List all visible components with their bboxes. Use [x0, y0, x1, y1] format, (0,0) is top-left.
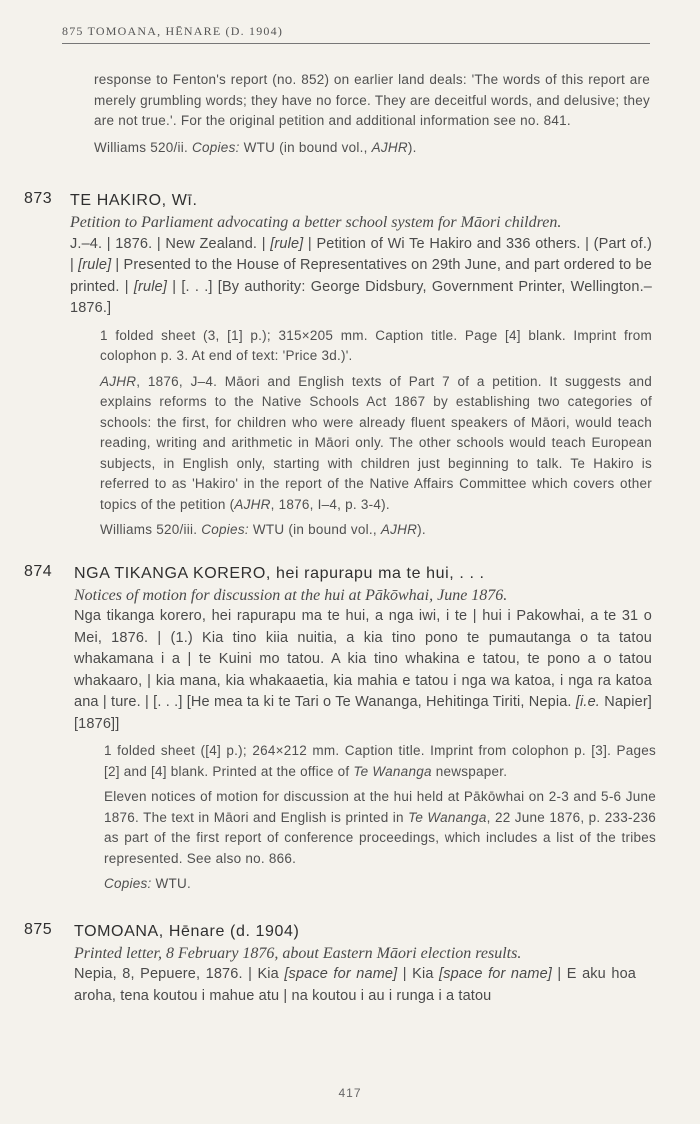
transcription-text: Nepia, 8, Pepuere, 1876. | Kia — [74, 966, 285, 982]
entry-notes — [104, 741, 656, 895]
entry-transcription — [70, 234, 652, 320]
entry-874 — [0, 563, 700, 895]
physical-description: 1 folded sheet (3, [1] p.); 315×205 mm. Caption title. Page [4] blank. Imprint from colophon p. 3. At end of text: 'Price 3d.)'. — [100, 327, 652, 363]
copies-value: WTU (in bound vol., — [243, 139, 372, 155]
ajhr-abbrev: AJHR — [371, 139, 408, 155]
rule-marker: [rule] — [78, 257, 112, 273]
ajhr-abbrev: AJHR — [234, 496, 271, 512]
entry-subtitle: Printed letter, 8 February 1876, about Eastern Māori election results. — [74, 944, 522, 962]
transcription-text: Nga tikanga korero, hei rapurapu ma te hui, a nga iwi, i te | hui i Pakowhai, a te 31 o Mei, 1876. | (1.) Kia tino kiia nuitia, a kia tino pono te pumautanga o ta tatou whakamana i a | te Kuini mo tatou. A kia tino whakina e tatou, te pono a o tatou whakaaro, | kia mana, kia whakaaetia, kia mahia e tatou i nga wa katoa, i nga ra katoa ana | ture. | [. . .] [He mea ta ki te Tari o Te Wananga, Hehitinga Tiriti, Nepia. — [74, 608, 652, 710]
physical-text: 1 folded sheet ([4] p.); 264×212 mm. Caption title. Imprint from colophon p. [3]. Pages [2] and [4] blank. Printed at the office of — [104, 743, 656, 779]
previous-entry-reference — [94, 138, 650, 159]
running-head: 875 TOMOANA, HĒNARE (D. 1904) — [62, 24, 650, 44]
transcription-text: J.–4. | 1876. | New Zealand. | — [70, 235, 271, 252]
copies-label: Copies: — [201, 522, 249, 537]
entry-body — [74, 921, 636, 1008]
note-text: , 22 June 1876, p. 233-236 as part of the first report of conference proceedings, which includes a list of the tribes represented. See also no. 866. — [104, 809, 656, 866]
transcription-text: | Petition of Wi Te Hakiro and 336 others. | (Part of.) | — [70, 235, 652, 273]
transcription-text: | Presented to the House of Representatives on 29th June, and part ordered to be printed. | — [70, 257, 652, 295]
entry-body — [70, 190, 652, 541]
williams-ref: Williams 520/ii. — [94, 139, 189, 155]
space-marker: [space for name] — [284, 966, 398, 982]
transcription-text: | Kia — [397, 966, 440, 982]
copies-label: Copies: — [192, 139, 240, 155]
physical-text: newspaper. — [431, 763, 508, 779]
physical-description — [104, 741, 656, 782]
entry-transcription — [74, 964, 636, 1007]
entry-subtitle: Petition to Parliament advocating a better school system for Māori children. — [70, 214, 562, 231]
entry-dates: (d. 1904) — [224, 922, 300, 940]
copies-label: Copies: — [104, 876, 152, 891]
entry-number: 873 — [24, 190, 53, 207]
transcription-text: Napier] [1876]] — [74, 694, 652, 732]
entry-heading: TE HAKIRO, Wī. — [70, 192, 198, 209]
entry-heading — [74, 921, 636, 943]
previous-entry-continuation — [94, 70, 650, 158]
entry-heading: NGA TIKANGA KORERO, hei rapurapu ma te hui, . . . — [74, 564, 485, 582]
entry-reference — [104, 874, 656, 895]
newspaper-title: Te Wananga — [408, 809, 487, 825]
entry-number: 875 — [24, 920, 53, 938]
williams-ref: Williams 520/iii. — [100, 522, 198, 537]
copies-close: ). — [407, 139, 417, 155]
entry-body — [74, 563, 656, 895]
newspaper-title: Te Wananga — [353, 763, 432, 779]
entry-subtitle: Notices of motion for discussion at the hui at Pākōwhai, June 1876. — [74, 586, 508, 604]
entry-notes — [100, 326, 652, 541]
entry-number: 874 — [24, 562, 53, 580]
transcription-text: | [. . .] [By authority: George Didsbury, Government Printer, Wellington.–1876.] — [70, 278, 652, 316]
note-text: , 1876, I–4, p. 3-4). — [270, 496, 390, 512]
rule-marker: [rule] — [133, 278, 168, 295]
entry-transcription — [74, 606, 652, 735]
transcription-text: | E aku hoa aroha, tena koutou i mahue atu | na koutou i au i runga i a tatou — [74, 966, 636, 1004]
previous-entry-text: response to Fenton's report (no. 852) on earlier land deals: 'The words of this report are merely grumbling words; they have no force. They are deceitful words, and delusive; they are not true.'. For the original petition and additional information see no. 841. — [94, 72, 650, 128]
copies-value: WTU. — [151, 876, 192, 891]
page-content — [0, 70, 700, 1007]
note-text: Eleven notices of motion for discussion at the hui held at Pākōwhai on 2-3 and 5-6 June 1876. The text in Māori and English is printed in — [104, 789, 656, 825]
space-marker: [space for name] — [439, 966, 552, 982]
entry-note — [100, 372, 652, 516]
page-number: 417 — [338, 1086, 362, 1100]
ajhr-abbrev: AJHR — [380, 522, 418, 537]
entry-reference — [100, 520, 652, 541]
rule-marker: [rule] — [270, 235, 304, 252]
entry-note — [104, 787, 656, 869]
entry-875 — [0, 921, 700, 1008]
ie-marker: [i.e. — [575, 694, 600, 710]
copies-value: WTU (in bound vol., — [252, 522, 381, 537]
ajhr-abbrev: AJHR — [100, 373, 137, 389]
note-text: , 1876, J–4. Māori and English texts of Part 7 of a petition. It suggests and explains reforms to the Native Schools Act 1867 by establishing two categories of schools: the first, for children who were already fluent speakers of Māori, would teach reading, writing and arithmetic in Māori only. The other schools would teach European subjects, in English only, starting with children just beginning to talk. Te Hakiro is referred to as 'Hakiro' in the report of the Native Affairs Committee which covers other topics of the petition ( — [100, 373, 652, 512]
copies-close: ). — [417, 522, 426, 537]
entry-873 — [0, 190, 700, 541]
entry-name: TOMOANA, Hēnare — [74, 922, 225, 940]
